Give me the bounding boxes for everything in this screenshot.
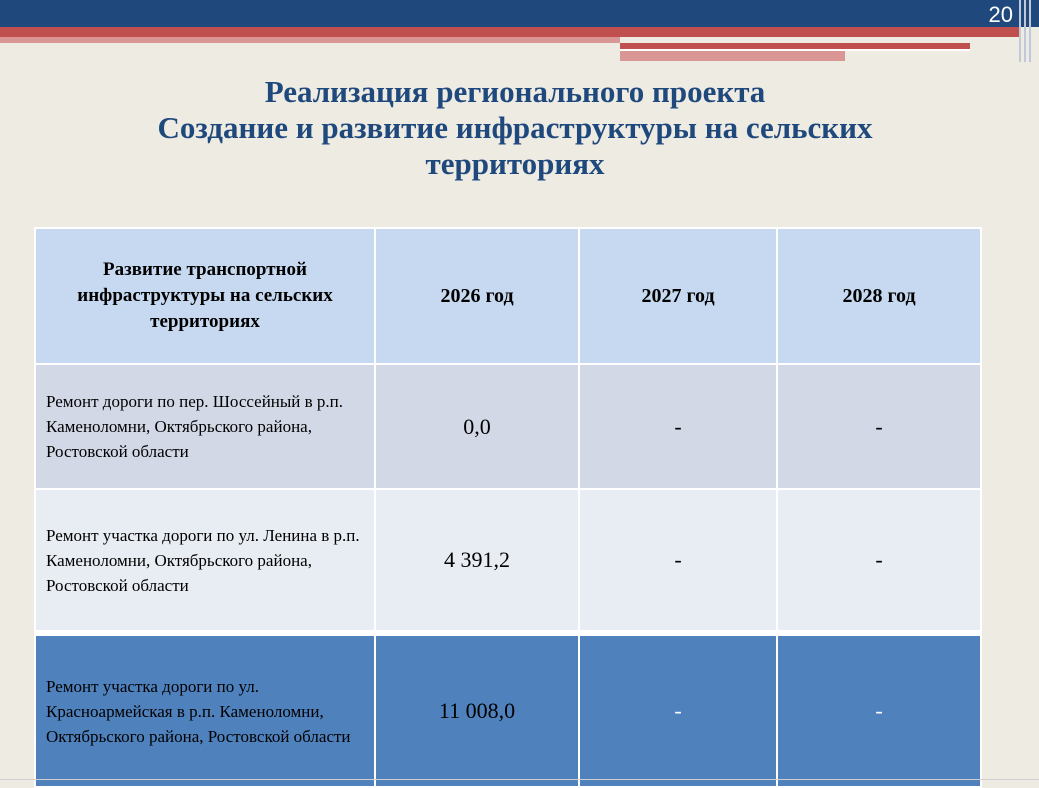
value-2026: 4 391,2 xyxy=(375,489,579,633)
value-2028: - xyxy=(777,364,981,489)
row-name: Ремонт дороги по пер. Шоссейный в р.п. Каменоломни, Октябрьского района, Ростовской области xyxy=(35,364,375,489)
table-row xyxy=(35,364,981,489)
slide-number: 20 xyxy=(988,2,1013,27)
row-name: Ремонт участка дороги по ул. Ленина в р.п. Каменоломни, Октябрьского района, Ростовской области xyxy=(35,489,375,633)
header-category: Развитие транспортной инфраструктуры на сельских территориях xyxy=(35,228,375,364)
value-2027: - xyxy=(579,489,777,633)
slide-title xyxy=(40,74,990,182)
bottom-divider xyxy=(0,779,1039,780)
value-2028: - xyxy=(777,633,981,787)
top-band xyxy=(0,0,1039,27)
header-year-2027: 2027 год xyxy=(579,228,777,364)
red-band xyxy=(0,27,1020,37)
table-row xyxy=(35,633,981,787)
value-2027: - xyxy=(579,364,777,489)
title-line: территориях xyxy=(425,146,605,181)
title-line: Реализация регионального проекта xyxy=(264,74,766,109)
value-2026: 11 008,0 xyxy=(375,633,579,787)
value-2026: 0,0 xyxy=(375,364,579,489)
value-2028: - xyxy=(777,489,981,633)
header-year-2028: 2028 год xyxy=(777,228,981,364)
table-row xyxy=(35,489,981,633)
pink-band-short xyxy=(620,51,845,61)
funding-table xyxy=(34,227,982,788)
decor-line xyxy=(1029,0,1031,62)
row-name: Ремонт участка дороги по ул. Красноармейская в р.п. Каменоломни, Октябрьского района, Ростовской области xyxy=(35,633,375,787)
decor-line xyxy=(1024,0,1026,62)
decor-line xyxy=(1019,0,1021,62)
header-year-2026: 2026 год xyxy=(375,228,579,364)
table-header-row xyxy=(35,228,981,364)
value-2027: - xyxy=(579,633,777,787)
pink-band xyxy=(0,37,620,43)
title-line: Создание и развитие инфраструктуры на сельских xyxy=(157,110,873,145)
